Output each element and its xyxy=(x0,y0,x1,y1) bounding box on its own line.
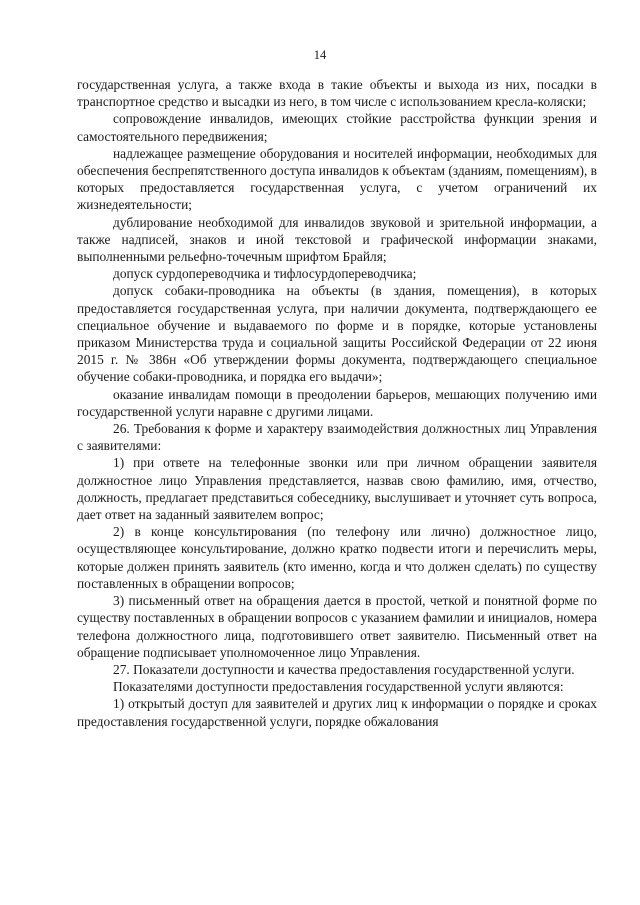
paragraph: 1) открытый доступ для заявителей и других лиц к информации о порядке и сроках предоставления государственной услуги, порядке обжалования xyxy=(77,696,597,729)
section-heading-27: 27. Показатели доступности и качества предоставления государственной услуги. xyxy=(113,661,575,677)
paragraph: допуск собаки-проводника на объекты (в здания, помещения), в которых предоставляется государственная услуга, при наличии документа, подтверждающего ее специальное обучение и выдаваемого по форме и в порядке, которые установлены приказом Министерства труда и социальной защиты Российской Федерации от 22 июня 2015 г. № 386н «Об утверждении формы документа, подтверждающего специальное обучение собаки-проводника, и порядка его выдачи»; xyxy=(77,283,597,385)
page-number: 14 xyxy=(313,48,327,62)
paragraph: 1) при ответе на телефонные звонки или при личном обращении заявителя должностное лицо Управления представляется, назвав свою фамилию, имя, отчество, должность, предлагает представиться собеседнику, выслушивает и уточняет суть вопроса, дает ответ на заданный заявителем вопрос; xyxy=(77,455,597,523)
paragraph: Показателями доступности предоставления государственной услуги являются: xyxy=(113,679,564,695)
section-heading-26: 26. Требования к форме и характеру взаимодействия должностных лиц Управления с заявителями: xyxy=(77,421,597,454)
paragraph: 3) письменный ответ на обращения дается в простой, четкой и понятной форме по существу поставленных в обращении вопросов с указанием фамилии и инициалов, номера телефона должностного лица, подготовившего ответ заявителю. Письменный ответ на обращение подписывает уполномоченное лицо Управления. xyxy=(77,593,597,660)
paragraph: 2) в конце консультирования (по телефону или лично) должностное лицо, осуществляющее консультирование, должно кратко подвести итоги и перечислить меры, которые должен принять заявитель (кто именно, когда и что должен сделать) по существу поставленных в обращении вопросов; xyxy=(77,524,597,591)
paragraph: сопровождение инвалидов, имеющих стойкие расстройства функции зрения и самостоятельного передвижения; xyxy=(77,111,597,144)
body-text xyxy=(77,76,597,730)
paragraph: государственная услуга, а также входа в такие объекты и выхода из них, посадки в транспортное средство и высадки из него, в том числе с использованием кресла-коляски; xyxy=(77,77,597,110)
paragraph: надлежащее размещение оборудования и носителей информации, необходимых для обеспечения беспрепятственного доступа инвалидов к объектам (зданиям, помещениям), в которых предоставляется государственная услуга, с учетом ограничений их жизнедеятельности; xyxy=(77,145,597,213)
paragraph: оказание инвалидам помощи в преодолении барьеров, мешающих получению ими государственной услуги наравне с другими лицами. xyxy=(77,386,597,419)
paragraph: допуск сурдопереводчика и тифлосурдопереводчика; xyxy=(113,266,417,282)
paragraph: дублирование необходимой для инвалидов звуковой и зрительной информации, а также надписей, знаков и иной текстовой и графической информации знаками, выполненными рельефно-точечным шрифтом Брайля; xyxy=(77,214,597,265)
